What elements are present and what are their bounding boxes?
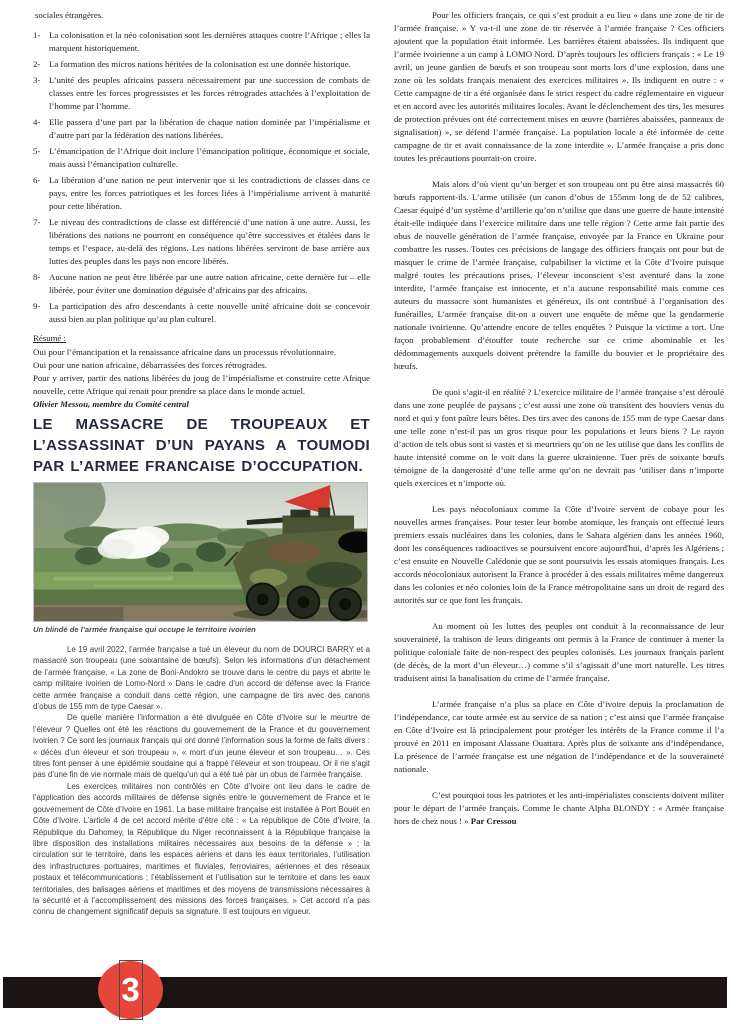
armored-vehicle-photo-illustration bbox=[34, 483, 367, 621]
article-paragraph: L’armée française n’a plus sa place en Côte d’ivoire depuis la proclamation de l’indépendance, car toute armée est au service de sa nation ; c’est ainsi que l’armée française en Côte d’Ivoire est là principalement pour protéger les intérêts de la France comme il l’a prouvé en 2011 en imposant Alassane Ouattara. Après plus de soixante ans d’indépendance, La présence de l’armée française est une négation de l’indépendance et de la souveraineté nationale. bbox=[394, 699, 724, 774]
list-item bbox=[33, 271, 370, 297]
list-item-number: 6- bbox=[33, 175, 41, 185]
list-item-text: La participation des afro descendants à cette nouvelle unité africaine doit se concevoir aussi bien au plan politique qu’au plan culturel. bbox=[49, 301, 370, 324]
list-item-text: La libération d’une nation ne peut intervenir que si les contradictions de classes dans ce pays, entre les forces patriotiques et les forces liées à l’impérialisme arrivent à maturité pour cette libération. bbox=[49, 175, 370, 211]
article-photo bbox=[33, 482, 368, 622]
list-item-number: 1- bbox=[33, 30, 41, 40]
list-item-number: 9- bbox=[33, 301, 41, 311]
list-item bbox=[33, 300, 370, 326]
author-credit: Olivier Messou, membre du Comité central bbox=[33, 399, 189, 409]
article-paragraph: Les pays néocoloniaux comme la Côte d’Ivoire servent de cobaye pour les nouvelles armes françaises. Pour tester leur bombe atomique, les français ont effectué leurs premiers essais nucléaires dans les colonies, dans le Sahara algérien dans les années 1960, dont les conséquences radioactives se poursuivent encore aujourd'hui, d’après les Algériens ; c’est ensuite en Nouvelle Calédonie que se sont poursuivis les essais atomiques français. Les accords néocoloniaux autorisent la France à procéder à des essais militaires même dangereux dans les colonies et néo colonies loin de la France métropolitaine sans un droit de regard des autorités sur ce que font les français. bbox=[394, 504, 724, 605]
byline: Par Cressou bbox=[470, 816, 517, 826]
list-item-text: La colonisation et la néo colonisation sont les dernières attaques contre l’Afrique ; elles la marquent historiquement. bbox=[49, 30, 370, 53]
list-item bbox=[33, 29, 370, 55]
list-item-number: 8- bbox=[33, 272, 41, 282]
list-item-number: 5- bbox=[33, 146, 41, 156]
article-paragraph: Pour les officiers français, ce qui s’est produit a eu lieu « dans une zone de tir de l’armée française. » Y va-t-il une zone de tir réservée à l’armée française ? Ces officiers ajoutent que la population était informée. Les barrières étaient abaissées. Ils indiquent que l’armée ivoirienne a un camp à LOMO Nord. D’après toujours les officiers français : « Le 19 avril, un jeune gardien de bœufs et son troupeau sont morts lors d’une explosion, dans une zone où les soldats français menaient des exercices militaires ». Ils indiquent en outre : « Cette campagne de tir a été organisée dans le strict respect du cadre réglementaire en vigueur et en accord avec les autorités militaires locales. Avant le déclenchement des tirs, les mesures de protection prévues ont été correctement mises en œuvre (barrières abaissées, panneaux de signalisation) », se défend l’armée française. La population locale a été informée de cette campagne de tir et avait connaissance de la zone interdite ». L’armée française a pris donc toutes les précautions pourrait-on croire. bbox=[394, 10, 724, 163]
numbered-list bbox=[33, 29, 370, 326]
article-paragraph: De quoi s’agit-il en réalité ? L’exercice militaire de l’armée française s’est déroulé dans une zone peuplée de paysans ; c’est aussi une zone où transitent des bouviers venus du nord et qui y font paître leurs bêtes. Des tirs avec des canons de 155 mm de type Caesar dans une telle zone n’est-il pas un gros risque pour les populations et leurs biens ? Le rayon d’action de tels obus sont si vastes et si meurtriers qu’on ne les utilise que dans les conflits de haute intensité comme on le voit dans la guerre ukrainienne. Tuer près de soixante bœufs témoigne de la dangerosité d’une telle arme qu’on ne devrait pas ’utiliser dans n’importe quels exercices et n’importe où. bbox=[394, 387, 724, 488]
article-paragraph: De quelle manière l’information a été divulguée en Côte d’Ivoire sur le meurtre de l’éleveur ? Quelles ont été les réactions du gouvernement de la France et du gouvernement ivoirien ? Ce sont les journaux français qui ont donné l’information sous la forme de faits divers : « décès d’un éleveur et son troupeau », « mort d’un jeune éleveur et son troupeau… ». Ces titres font penser à une épidémie soudaine qui a frappé l’éleveur et son troupeau. Or il ne s’agit pas d’une fin de vie normale mais de quelqu’un qui a été tué par un obus de l’armée française. bbox=[33, 713, 370, 780]
article-paragraph: Le 19 avril 2022, l’armée française a tué un éleveur du nom de DOURCI BARRY et a massacré son troupeau (une soixantaine de bœufs). Selon les informations d’un détachement de l’armée française, « La zone de Boni-Andokro se trouve dans le centre du pays et abrite le camp militaire ivoirien de Lomo-Nord » Dans le cadre d’un accord de défense avec la France cette armée française a conduit dans cette région, une campagne de tirs avec des canons d’obus de 155 mm de type Caesar ». bbox=[33, 645, 370, 712]
page-number-badge bbox=[98, 961, 163, 1019]
closing-paragraph bbox=[394, 789, 724, 828]
left-column bbox=[33, 9, 370, 918]
list-item-number: 3- bbox=[33, 75, 41, 85]
list-item-number: 4- bbox=[33, 117, 41, 127]
resume-line: Oui pour une nation africaine, débarrassées des forces rétrogrades. bbox=[33, 360, 267, 370]
list-item bbox=[33, 116, 370, 142]
list-item-text: Aucune nation ne peut être libérée par une autre nation africaine, cette dernière fut – elle libérée, pour éviter une domination déguisée d’africains par des africains. bbox=[49, 272, 370, 295]
list-item-number: 2- bbox=[33, 59, 41, 69]
list-item bbox=[33, 58, 370, 71]
list-item-text: La formation des micros nations héritées de la colonisation est une donnée historique. bbox=[49, 59, 351, 69]
article-headline: LE MASSACRE DE TROUPEAUX ET L’ASSASSINAT D’UN PAYANS A TOUMODI PAR L’ARMEE FRANCAISE D’OCCUPATION. bbox=[33, 416, 370, 475]
page-number: 3 bbox=[119, 960, 143, 1020]
resume-line: Pour y arriver, partir des nations libérées du joug de l’impérialisme et construire cette Afrique nouvelle, cette Afrique qui renait pour prendre sa place dans le monde actuel. bbox=[33, 373, 370, 396]
closing-text: C’est pourquoi tous les patriotes et les anti-impérialistes conscients doivent militer pour le départ de l’armée français. Comme le chante Alpha BLONDY : « Armée française hors de chez nous ! » bbox=[394, 790, 724, 826]
list-item bbox=[33, 145, 370, 171]
list-item-text: L’unité des peuples africains passera nécessairement par une succession de combats de classes entre les forces progressistes et les forces rétrogrades attachées à l’exploitation de l’homme par l’homme. bbox=[49, 75, 370, 111]
right-column bbox=[394, 9, 724, 918]
article-paragraph: Au moment où les luttes des peuples ont conduit à la reconnaissance de leur souveraineté, la trahison de leurs dirigeants ont permis à la France de continuer à mener la politique coloniale faite de non-respect des peuples colonisés. Les journaux français parlent (de décès, de la mort d’un éleveur…) comme s’il s’agissait d’une mort naturelle. Les titres traduisent ainsi la banalisation du crime de l’armée française. bbox=[394, 621, 724, 683]
list-item bbox=[33, 216, 370, 268]
list-item-number: 7- bbox=[33, 217, 41, 227]
article-paragraph: Les exercices militaires non contrôlés en Côte d’Ivoire ont lieu dans le cadre de l’application des accords militaires de défense signés entre le gouvernement de France et le gouvernement de Côte d’Ivoire en 1961. La base militaire française est installée à Port Bouët en Côte d’Ivoire. L’article 4 de cet accord mérite d’être cité : « La république de Côte d’Ivoire, la République du Dahomey, la République du Niger reconnaissent à la République française la libre disposition des installations militaires nécessaires aux besoins de la défense » ; la circulation sur le territoire, dans les espaces aériens et dans les eaux territoriales, l’utilisation des infrastructures portuaires, maritimes et fluviales, ferroviaires, aériennes et des réseaux postaux et télécommunications ; l’établissement et l’utilisation sur le territoire et dans les eaux territoriales, des balisages aériens et maritimes et des moyens de transmissions nécessaires à la sécurité et à l’accomplissement des missions des forces françaises. » Cet accord n’a pas connu de changement significatif depuis sa signature. Il est toujours en vigueur. bbox=[33, 781, 370, 917]
list-item-text: L’émancipation de l’Afrique doit inclure l’émancipation politique, économique et sociale, mais aussi l’émancipation culturelle. bbox=[49, 146, 370, 169]
resume-heading: Résumé : bbox=[33, 333, 66, 343]
resume-line: Oui pour l’émancipation et la renaissance africaine dans un processus révolutionnaire. bbox=[33, 347, 337, 357]
list-item-text: Elle passera d’une part par la libération de chaque nation dominée par l’impérialisme et d’autre part par la fédération des nations libérées. bbox=[49, 117, 370, 140]
intro-continuation-line: sociales étrangères. bbox=[35, 10, 104, 20]
photo-caption: Un blindé de l’armée française qui occupe le territoire ivoirien bbox=[33, 625, 256, 634]
list-item bbox=[33, 74, 370, 113]
list-item bbox=[33, 174, 370, 213]
article-paragraph: Mais alors d’où vient qu’un berger et son troupeau ont pu être ainsi massacrés 60 bœufs rapportent-ils. L’arme utilisée (un canon d’obus de 155mm long de de 52 calibres, Caesar équipé d’un système d’artillerie qu’on n’utilise que dans une guerre de haute intensité était-elle indiquée dans l’exercice militaire dans une telle région ? Cette arme fait partie des obus de nouvelle génération de l’armée française, envoyée par la France en Ukraine pour combattre les russes. Toutes ces précisions de langage des officiers français ont pour but de masquer le crime de l’armée française, culpabiliser la victime et la Côte d’Ivoire puisque malgré toutes les précautions prises, l’éleveur inconscient s’est aventuré dans la zone interdite, l’armée française est innocente, et n’a aucune responsabilité mais comme ces auteurs du massacre sont humanistes et généreux, ils ont contribué à l’organisation des funérailles, L’armée française dit-on a ouvert une enquête de même que la gendarmerie nationale ivoirienne. Qu’attendre encore de telles enquêtes ? Puisque la victime a tort. Une façon probablement d’étouffer toute recherche sur ce crime abominable et les dédommagements auxquels doivent prétendre la famille du bouvier et le propriétaire des bœufs. bbox=[394, 179, 724, 371]
list-item-text: Le niveau des contradictions de classe est différencié d’une nation à une autre. Aussi, les libérations des nations ne pourront en conséquence qu’être successives et étalées dans le temps et l’espace, au-delà des régions. Les nations libérées serviront de base arrière aux luttes des peuples dans les pays non encore libérés. bbox=[49, 217, 370, 266]
